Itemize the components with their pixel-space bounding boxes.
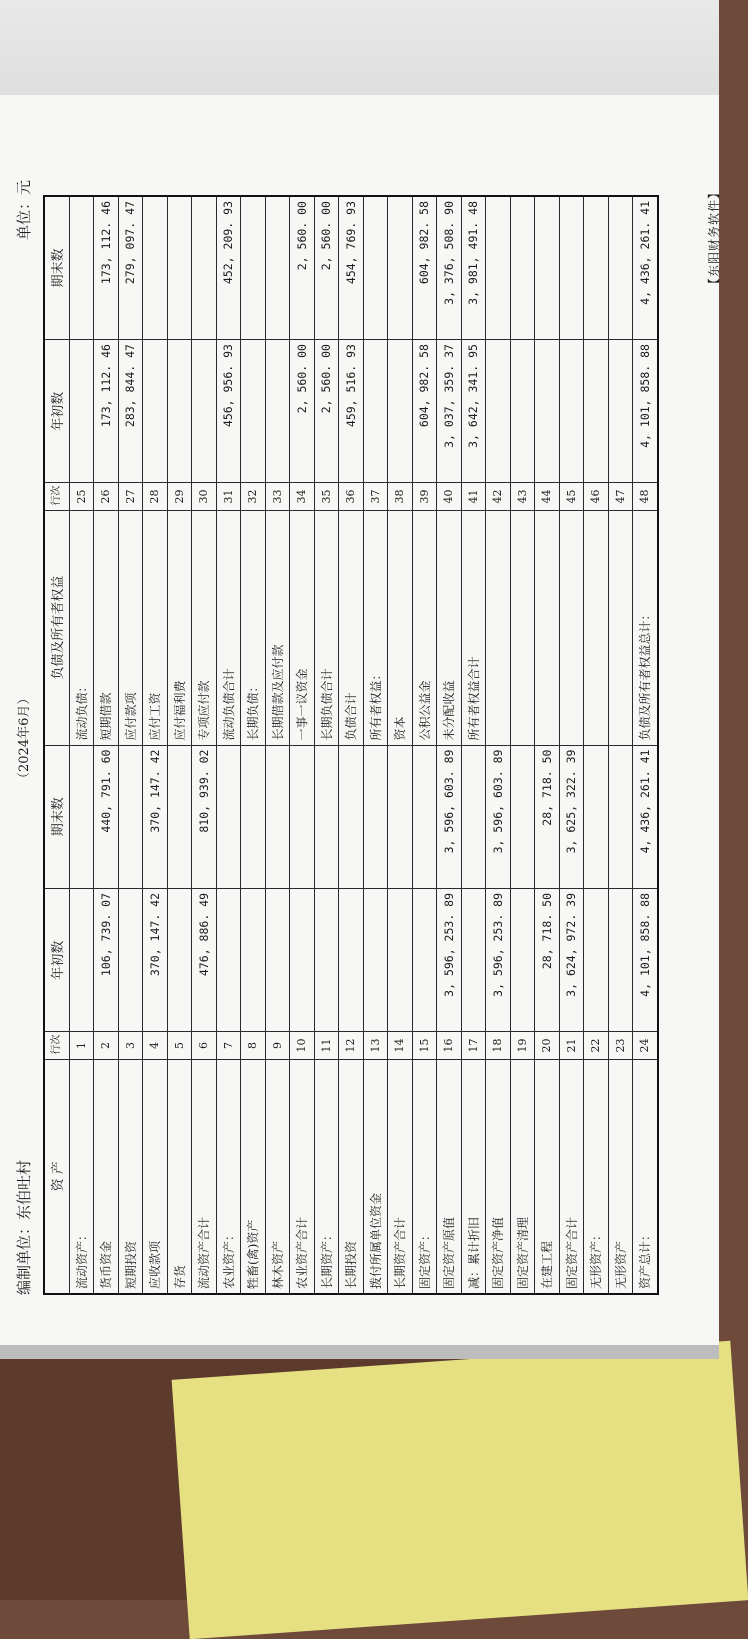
liab-item-cell xyxy=(559,510,584,745)
asset-begin-cell: 4, 101, 858. 88 xyxy=(633,888,658,1031)
liab-line-cell: 40 xyxy=(437,483,462,510)
asset-item-cell: 在建工程 xyxy=(535,1059,560,1294)
currency-unit: 单位：元 xyxy=(15,179,33,240)
liab-line-cell: 34 xyxy=(290,483,315,510)
liab-end-cell xyxy=(608,196,633,340)
asset-item-cell: 牲畜(禽)资产 xyxy=(241,1059,266,1294)
table-row xyxy=(265,196,290,1294)
table-header-row xyxy=(44,196,69,1294)
liab-line-cell: 31 xyxy=(216,483,241,510)
liab-end-cell xyxy=(143,196,168,340)
asset-begin-cell xyxy=(314,888,339,1031)
col-begin: 年初数 xyxy=(44,888,69,1031)
table-row xyxy=(143,196,168,1294)
asset-line-cell: 14 xyxy=(388,1032,413,1059)
liab-item-cell: 长期借款及应付款 xyxy=(265,510,290,745)
liab-line-cell: 38 xyxy=(388,483,413,510)
asset-item-cell: 无形资产 xyxy=(608,1059,633,1294)
asset-item-cell: 固定资产清理 xyxy=(510,1059,535,1294)
asset-end-cell: 28, 718. 50 xyxy=(535,745,560,888)
liab-line-cell: 26 xyxy=(94,483,119,510)
asset-begin-cell xyxy=(265,888,290,1031)
liab-end-cell: 279, 097. 47 xyxy=(118,196,143,340)
liab-item-cell: 短期借款 xyxy=(94,510,119,745)
asset-begin-cell xyxy=(167,888,192,1031)
asset-item-cell: 无形资产： xyxy=(584,1059,609,1294)
asset-item-cell: 固定资产原值 xyxy=(437,1059,462,1294)
asset-line-cell: 6 xyxy=(192,1032,217,1059)
liab-line-cell: 29 xyxy=(167,483,192,510)
asset-begin-cell xyxy=(216,888,241,1031)
asset-end-cell: 3, 596, 603. 89 xyxy=(437,745,462,888)
asset-end-cell: 370, 147. 42 xyxy=(143,745,168,888)
asset-begin-cell xyxy=(412,888,437,1031)
asset-item-cell: 资产总计： xyxy=(633,1059,658,1294)
liab-item-cell: 专项应付款 xyxy=(192,510,217,745)
table-row xyxy=(363,196,388,1294)
asset-line-cell: 9 xyxy=(265,1032,290,1059)
liab-begin-cell xyxy=(559,340,584,483)
liab-line-cell: 41 xyxy=(461,483,486,510)
asset-line-cell: 4 xyxy=(143,1032,168,1059)
liab-begin-cell xyxy=(265,340,290,483)
liab-begin-cell xyxy=(241,340,266,483)
asset-end-cell xyxy=(118,745,143,888)
asset-item-cell: 流动资产合计 xyxy=(192,1059,217,1294)
liab-end-cell xyxy=(584,196,609,340)
table-row xyxy=(486,196,511,1294)
liab-end-cell: 452, 209. 93 xyxy=(216,196,241,340)
col-line: 行次 xyxy=(44,483,69,510)
liab-begin-cell: 2, 560. 00 xyxy=(290,340,315,483)
asset-item-cell: 拨付所属单位资金 xyxy=(363,1059,388,1294)
liab-line-cell: 43 xyxy=(510,483,535,510)
liab-begin-cell: 604, 982. 58 xyxy=(412,340,437,483)
asset-item-cell: 存货 xyxy=(167,1059,192,1294)
asset-line-cell: 22 xyxy=(584,1032,609,1059)
liab-item-cell: 所有者权益合计 xyxy=(461,510,486,745)
liab-end-cell xyxy=(510,196,535,340)
asset-begin-cell: 370, 147. 42 xyxy=(143,888,168,1031)
liab-item-cell: 负债合计 xyxy=(339,510,364,745)
table-row xyxy=(192,196,217,1294)
asset-item-cell: 流动资产： xyxy=(69,1059,94,1294)
sheet-header xyxy=(5,145,43,1295)
liab-item-cell: 流动负债： xyxy=(69,510,94,745)
table-row xyxy=(559,196,584,1294)
liab-begin-cell: 2, 560. 00 xyxy=(314,340,339,483)
balance-table xyxy=(43,195,659,1295)
asset-line-cell: 24 xyxy=(633,1032,658,1059)
asset-begin-cell: 3, 624, 972. 39 xyxy=(559,888,584,1031)
liab-item-cell xyxy=(486,510,511,745)
asset-begin-cell xyxy=(241,888,266,1031)
liab-begin-cell xyxy=(192,340,217,483)
col-begin: 年初数 xyxy=(44,340,69,483)
liab-end-cell: 454, 769. 93 xyxy=(339,196,364,340)
liab-line-cell: 32 xyxy=(241,483,266,510)
asset-begin-cell xyxy=(339,888,364,1031)
asset-begin-cell: 3, 596, 253. 89 xyxy=(437,888,462,1031)
asset-end-cell: 4, 436, 261. 41 xyxy=(633,745,658,888)
asset-end-cell xyxy=(314,745,339,888)
table-row xyxy=(412,196,437,1294)
table-row xyxy=(167,196,192,1294)
asset-item-cell: 固定资产合计 xyxy=(559,1059,584,1294)
liab-line-cell: 36 xyxy=(339,483,364,510)
asset-end-cell: 810, 939. 02 xyxy=(192,745,217,888)
liab-item-cell: 应付工资 xyxy=(143,510,168,745)
liab-item-cell: 所有者权益： xyxy=(363,510,388,745)
liab-begin-cell xyxy=(388,340,413,483)
liab-begin-cell xyxy=(69,340,94,483)
liab-item-cell: 长期负债合计 xyxy=(314,510,339,745)
liab-line-cell: 28 xyxy=(143,483,168,510)
asset-end-cell xyxy=(167,745,192,888)
asset-end-cell: 3, 596, 603. 89 xyxy=(486,745,511,888)
table-row xyxy=(633,196,658,1294)
liab-begin-cell xyxy=(143,340,168,483)
asset-line-cell: 11 xyxy=(314,1032,339,1059)
table-row xyxy=(314,196,339,1294)
software-footer: 【东阳财务软件】 xyxy=(707,185,721,290)
table-row xyxy=(461,196,486,1294)
asset-begin-cell xyxy=(584,888,609,1031)
liab-item-cell xyxy=(535,510,560,745)
asset-end-cell xyxy=(461,745,486,888)
liab-item-cell: 负债及所有者权益总计： xyxy=(633,510,658,745)
liab-line-cell: 46 xyxy=(584,483,609,510)
asset-line-cell: 18 xyxy=(486,1032,511,1059)
liab-end-cell xyxy=(167,196,192,340)
col-asset: 资 产 xyxy=(44,1059,69,1294)
liab-line-cell: 27 xyxy=(118,483,143,510)
col-end: 期末数 xyxy=(44,745,69,888)
table-row xyxy=(69,196,94,1294)
liab-begin-cell: 173, 112. 46 xyxy=(94,340,119,483)
asset-item-cell: 减：累计折旧 xyxy=(461,1059,486,1294)
asset-end-cell xyxy=(69,745,94,888)
asset-line-cell: 8 xyxy=(241,1032,266,1059)
col-end: 期末数 xyxy=(44,196,69,340)
liab-begin-cell: 3, 642, 341. 95 xyxy=(461,340,486,483)
liab-end-cell xyxy=(559,196,584,340)
asset-line-cell: 19 xyxy=(510,1032,535,1059)
table-row xyxy=(510,196,535,1294)
asset-end-cell xyxy=(510,745,535,888)
asset-end-cell xyxy=(216,745,241,888)
asset-begin-cell: 3, 596, 253. 89 xyxy=(486,888,511,1031)
liab-begin-cell xyxy=(486,340,511,483)
liab-item-cell: 一事一议资金 xyxy=(290,510,315,745)
liab-line-cell: 33 xyxy=(265,483,290,510)
liab-end-cell: 2, 560. 00 xyxy=(314,196,339,340)
liab-end-cell xyxy=(388,196,413,340)
asset-line-cell: 13 xyxy=(363,1032,388,1059)
liab-line-cell: 30 xyxy=(192,483,217,510)
table-row xyxy=(584,196,609,1294)
asset-begin-cell xyxy=(290,888,315,1031)
table-row xyxy=(216,196,241,1294)
liab-end-cell: 4, 436, 261. 41 xyxy=(633,196,658,340)
table-row xyxy=(608,196,633,1294)
org-name: 编制单位：东伯吐村 xyxy=(15,1159,33,1295)
liab-begin-cell xyxy=(510,340,535,483)
liab-item-cell: 应付款项 xyxy=(118,510,143,745)
liab-line-cell: 37 xyxy=(363,483,388,510)
liab-begin-cell: 283, 844. 47 xyxy=(118,340,143,483)
asset-item-cell: 长期资产： xyxy=(314,1059,339,1294)
liab-item-cell xyxy=(584,510,609,745)
liab-line-cell: 48 xyxy=(633,483,658,510)
table-row xyxy=(290,196,315,1294)
asset-line-cell: 1 xyxy=(69,1032,94,1059)
liab-line-cell: 25 xyxy=(69,483,94,510)
liab-end-cell xyxy=(265,196,290,340)
asset-item-cell: 短期投资 xyxy=(118,1059,143,1294)
asset-item-cell: 长期投资 xyxy=(339,1059,364,1294)
liab-begin-cell xyxy=(363,340,388,483)
asset-end-cell xyxy=(584,745,609,888)
col-line: 行次 xyxy=(44,1032,69,1059)
table-row xyxy=(388,196,413,1294)
asset-end-cell: 440, 791. 60 xyxy=(94,745,119,888)
asset-begin-cell xyxy=(608,888,633,1031)
liab-end-cell xyxy=(192,196,217,340)
asset-line-cell: 23 xyxy=(608,1032,633,1059)
liab-item-cell: 资本 xyxy=(388,510,413,745)
asset-line-cell: 7 xyxy=(216,1032,241,1059)
asset-end-cell xyxy=(290,745,315,888)
asset-begin-cell xyxy=(461,888,486,1031)
asset-line-cell: 5 xyxy=(167,1032,192,1059)
liab-item-cell xyxy=(510,510,535,745)
asset-end-cell xyxy=(363,745,388,888)
asset-item-cell: 应收款项 xyxy=(143,1059,168,1294)
asset-begin-cell xyxy=(69,888,94,1031)
liab-line-cell: 35 xyxy=(314,483,339,510)
liab-end-cell xyxy=(535,196,560,340)
liab-begin-cell: 456, 956. 93 xyxy=(216,340,241,483)
liab-line-cell: 45 xyxy=(559,483,584,510)
liab-end-cell xyxy=(363,196,388,340)
asset-end-cell xyxy=(241,745,266,888)
asset-line-cell: 2 xyxy=(94,1032,119,1059)
asset-end-cell xyxy=(608,745,633,888)
asset-begin-cell xyxy=(388,888,413,1031)
liab-line-cell: 39 xyxy=(412,483,437,510)
asset-end-cell: 3, 625, 322. 39 xyxy=(559,745,584,888)
asset-item-cell: 固定资产： xyxy=(412,1059,437,1294)
asset-begin-cell: 106, 739. 07 xyxy=(94,888,119,1031)
liab-begin-cell: 459, 516. 93 xyxy=(339,340,364,483)
liab-end-cell: 2, 560. 00 xyxy=(290,196,315,340)
table-row xyxy=(339,196,364,1294)
yellow-card xyxy=(172,1341,748,1639)
liab-line-cell: 47 xyxy=(608,483,633,510)
asset-begin-cell: 476, 886. 49 xyxy=(192,888,217,1031)
asset-begin-cell xyxy=(118,888,143,1031)
liab-end-cell xyxy=(241,196,266,340)
liab-item-cell: 公积公益金 xyxy=(412,510,437,745)
liab-item-cell: 应付福利费 xyxy=(167,510,192,745)
liab-end-cell: 3, 981, 491. 48 xyxy=(461,196,486,340)
asset-item-cell: 农业资产： xyxy=(216,1059,241,1294)
liab-end-cell: 173, 112. 46 xyxy=(94,196,119,340)
asset-line-cell: 20 xyxy=(535,1032,560,1059)
liab-begin-cell xyxy=(535,340,560,483)
asset-end-cell xyxy=(412,745,437,888)
liab-end-cell: 604, 982. 58 xyxy=(412,196,437,340)
asset-line-cell: 16 xyxy=(437,1032,462,1059)
balance-sheet xyxy=(5,145,721,1295)
table-row xyxy=(437,196,462,1294)
asset-line-cell: 17 xyxy=(461,1032,486,1059)
asset-begin-cell xyxy=(363,888,388,1031)
liab-begin-cell: 4, 101, 858. 88 xyxy=(633,340,658,483)
liab-end-cell xyxy=(69,196,94,340)
liab-item-cell: 未分配收益 xyxy=(437,510,462,745)
liab-begin-cell xyxy=(167,340,192,483)
table-row xyxy=(94,196,119,1294)
liab-item-cell xyxy=(608,510,633,745)
asset-line-cell: 12 xyxy=(339,1032,364,1059)
asset-end-cell xyxy=(339,745,364,888)
liab-line-cell: 42 xyxy=(486,483,511,510)
asset-line-cell: 21 xyxy=(559,1032,584,1059)
liab-end-cell xyxy=(486,196,511,340)
liab-begin-cell: 3, 037, 359. 37 xyxy=(437,340,462,483)
asset-line-cell: 3 xyxy=(118,1032,143,1059)
liab-item-cell: 流动负债合计 xyxy=(216,510,241,745)
liab-item-cell: 长期负债： xyxy=(241,510,266,745)
liab-line-cell: 44 xyxy=(535,483,560,510)
asset-line-cell: 15 xyxy=(412,1032,437,1059)
liab-begin-cell xyxy=(608,340,633,483)
report-period: （2024年6月） xyxy=(17,691,32,785)
asset-item-cell: 林木资产 xyxy=(265,1059,290,1294)
asset-item-cell: 长期资产合计 xyxy=(388,1059,413,1294)
asset-begin-cell: 28, 718. 50 xyxy=(535,888,560,1031)
asset-begin-cell xyxy=(510,888,535,1031)
asset-item-cell: 固定资产净值 xyxy=(486,1059,511,1294)
asset-line-cell: 10 xyxy=(290,1032,315,1059)
table-row xyxy=(535,196,560,1294)
table-row xyxy=(118,196,143,1294)
asset-item-cell: 农业资产合计 xyxy=(290,1059,315,1294)
paper-edge xyxy=(0,1345,719,1359)
asset-end-cell xyxy=(388,745,413,888)
asset-item-cell: 货币资金 xyxy=(94,1059,119,1294)
table-row xyxy=(241,196,266,1294)
col-liab: 负债及所有者权益 xyxy=(44,510,69,745)
asset-end-cell xyxy=(265,745,290,888)
liab-end-cell: 3, 376, 508. 90 xyxy=(437,196,462,340)
liab-begin-cell xyxy=(584,340,609,483)
